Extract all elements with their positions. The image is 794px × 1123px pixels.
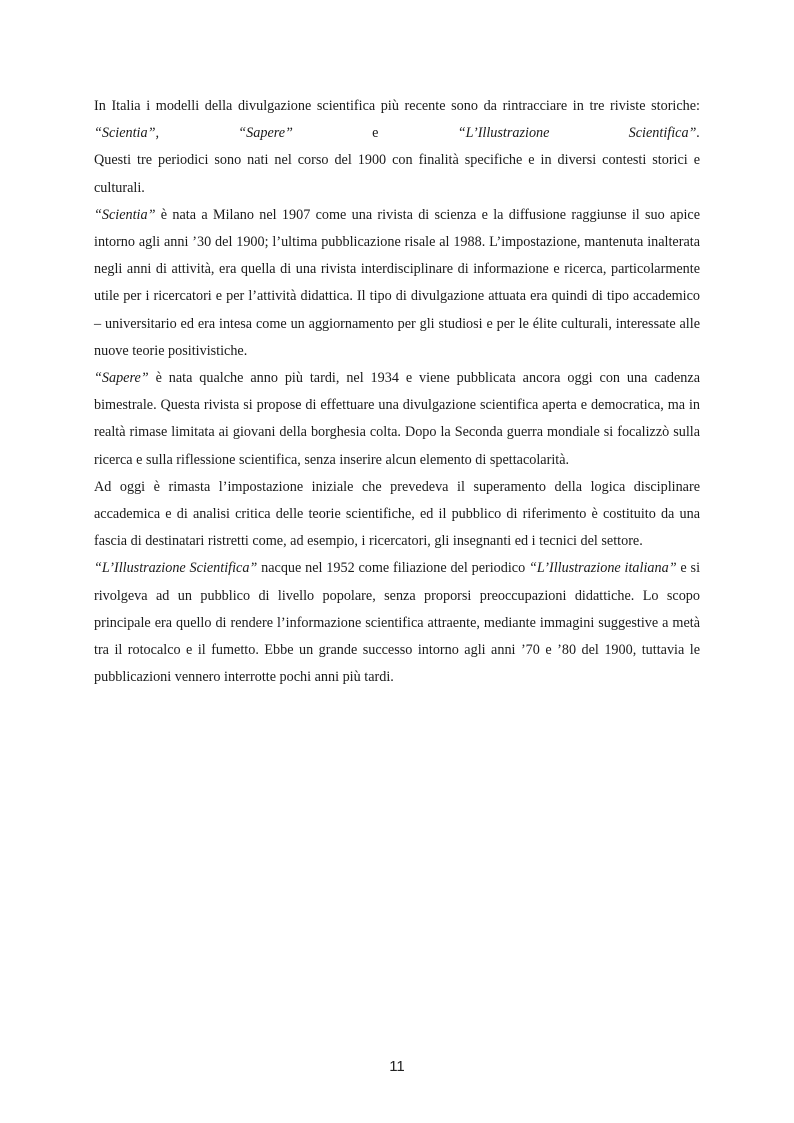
text-segment: e bbox=[292, 125, 458, 142]
text-segment-italic: “L’Illustrazione Scientifica”. bbox=[457, 125, 700, 142]
paragraph-sapere bbox=[94, 365, 700, 474]
paragraph-periodici bbox=[94, 147, 700, 201]
text-segment-italic: “Sapere” bbox=[94, 370, 149, 387]
text-segment: e si rivolgeva ad un pubblico di livello popolare, senza proporsi preoccupazioni didattiche. Lo scopo principale era quello di rendere l’informazione scientifica attraente, mediante immagini suggestive a metà tra il rotocalco e il fumetto. Ebbe un grande successo intorno agli anni ’70 e ’80 del 1900, tuttavia le pubblicazioni vennero interrotte pochi anni più tardi. bbox=[94, 560, 701, 686]
page-number: 11 bbox=[389, 1058, 405, 1075]
text-segment-italic: “Scientia” bbox=[94, 206, 156, 223]
text-segment: è nata a Milano nel 1907 come una rivista di scienza e la diffusione raggiunse il suo apice intorno agli anni ’30 del 1900; l’ultima pubblicazione risale al 1988. L’impostazione, mantenuta inalterata negli anni di attività, era quella di una rivista interdisciplinare di informazione e ricerca, particolarmente utile per i ricercatori e per l’attività didattica. Il tipo di divulgazione attuata era quindi di tipo accademico – universitario ed era intesa come un aggiornamento per gli studiosi e per le élite culturali, interessate alle nuove teorie positivistiche. bbox=[94, 206, 700, 359]
text-segment: Questi tre periodici sono nati nel corso del 1900 con finalità specifiche e in diversi contesti storici e culturali. bbox=[94, 152, 700, 196]
text-segment-italic: “L’Illustrazione italiana” bbox=[529, 560, 677, 577]
paragraph-illustrazione bbox=[94, 555, 700, 691]
text-segment: Ad oggi è rimasta l’impostazione iniziale che prevedeva il superamento della logica disciplinare accademica e di analisi critica delle teorie scientifiche, ed il pubblico di riferimento è costituito da una fascia di destinatari ristretti come, ad esempio, i ricercatori, gli insegnanti ed i tecnici del settore. bbox=[94, 478, 700, 550]
text-segment: nacque nel 1952 come filiazione del periodico bbox=[257, 560, 530, 577]
body-text bbox=[94, 93, 700, 691]
text-segment: In Italia i modelli della divulgazione scientifica più recente sono da rintracciare in tre riviste storiche: bbox=[94, 98, 700, 114]
paragraph-intro bbox=[94, 93, 700, 147]
text-segment-italic: “L’Illustrazione Scientifica” bbox=[94, 560, 258, 577]
text-segment-italic: “Scientia”, “Sapere” bbox=[94, 125, 293, 142]
text-segment: è nata qualche anno più tardi, nel 1934 e viene pubblicata ancora oggi con una cadenza bimestrale. Questa rivista si propose di effettuare una divulgazione scientifica aperta e democratica, ma in realtà rimase limitata ai giovani della borghesia colta. Dopo la Seconda guerra mondiale si focalizzò sulla ricerca e sulla riflessione scientifica, senza inserire alcun elemento di spettacolarità. bbox=[94, 370, 700, 468]
paragraph-scientia bbox=[94, 202, 700, 365]
paragraph-ad-oggi bbox=[94, 474, 700, 556]
